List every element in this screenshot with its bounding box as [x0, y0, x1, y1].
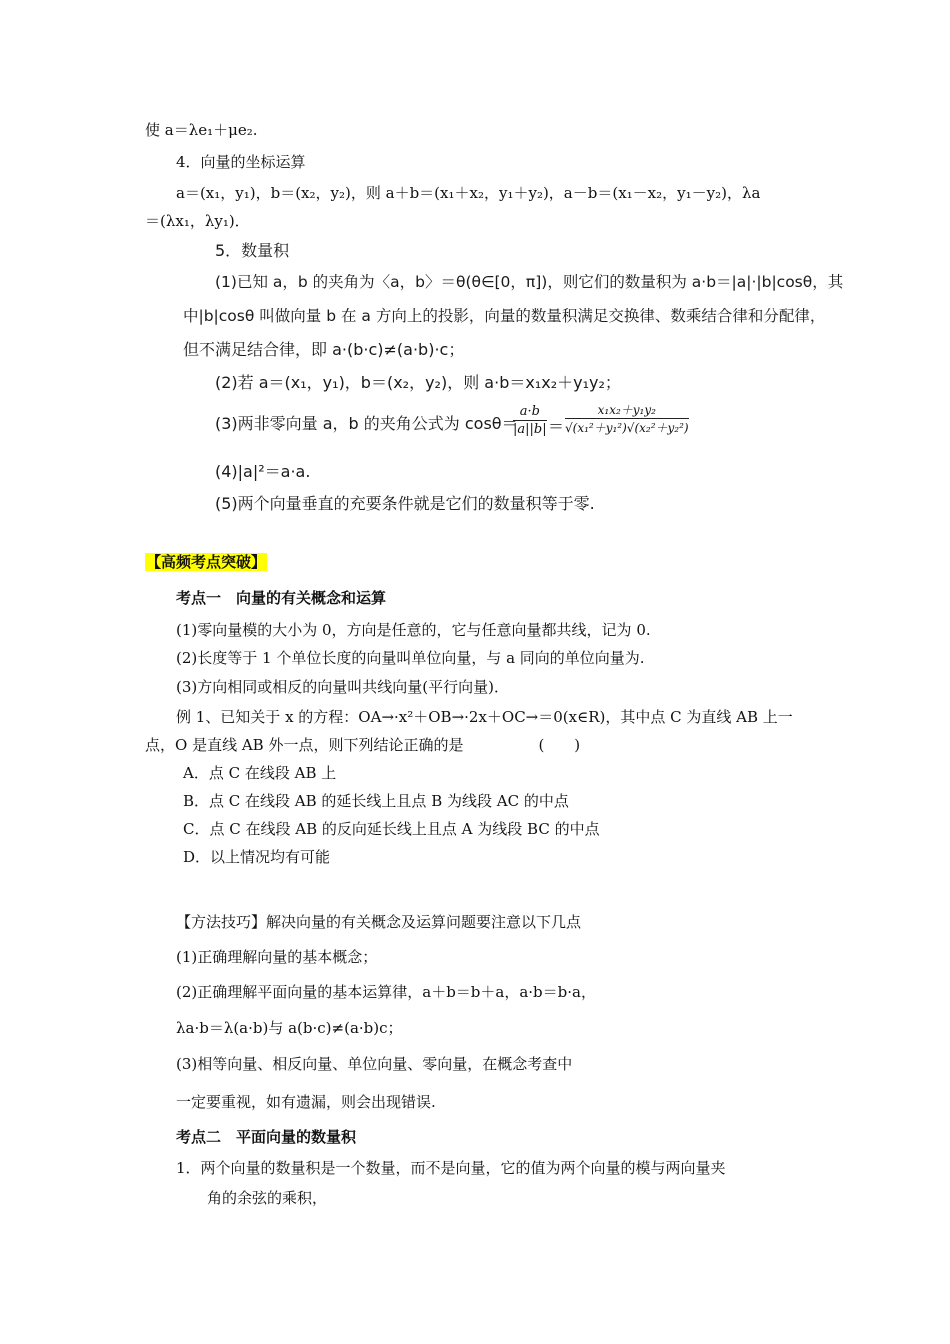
angle-fraction-1-numerator: a·b: [513, 404, 547, 421]
method-line-2: (1)正确理解向量的基本概念；: [176, 948, 378, 966]
example-line-2: 点，O 是直线 AB 外一点，则下列结论正确的是 ( ): [145, 736, 581, 754]
method-line-3: (2)正确理解平面向量的基本运算律，a＋b＝b＋a，a·b＝b·a，: [176, 983, 596, 1001]
section-title: [145, 552, 267, 572]
dot-p4: (4)|a|²＝a·a.: [215, 462, 311, 481]
dot-p1-line2: 中|b|cosθ 叫做向量 b 在 a 方向上的投影，向量的数量积满足交换律、数乘结合律和分配律，: [183, 307, 826, 325]
angle-fraction-2-numerator: x₁x₂＋y₁y₂: [565, 402, 689, 419]
intro-line: 使 a＝λe₁＋μe₂.: [145, 121, 258, 139]
example-line-1: 例 1、已知关于 x 的方程：OA→·x²＋OB→·2x＋OC→＝0(x∈R)，其中点 C 为直线 AB 上一: [176, 708, 793, 726]
kp1-title: 考点一 向量的有关概念和运算: [176, 589, 387, 607]
method-line-4: λa·b＝λ(a·b)与 a(b·c)≠(a·b)c；: [176, 1019, 403, 1037]
coord-line-2: ＝(λx₁，λy₁)．: [145, 212, 250, 230]
method-line-6: 一定要重视，如有遗漏，则会出现错误.: [176, 1093, 436, 1111]
kp2-title: 考点二 平面向量的数量积: [176, 1128, 357, 1146]
dot-p5: (5)两个向量垂直的充要条件就是它们的数量积等于零.: [215, 494, 595, 513]
angle-equals: ＝: [548, 417, 565, 436]
angle-fraction-1-denominator: |a||b|: [513, 422, 547, 437]
method-line-1: 【方法技巧】解决向量的有关概念及运算问题要注意以下几点: [176, 913, 582, 931]
angle-fraction-2: [565, 402, 689, 437]
option-d: D．以上情况均有可能: [183, 848, 331, 866]
method-line-5: (3)相等向量、相反向量、单位向量、零向量，在概念考查中: [176, 1055, 573, 1073]
coord-heading: 4．向量的坐标运算: [176, 153, 306, 171]
angle-fraction-2-denominator: √(x₁²＋y₁²)√(x₂²＋y₂²): [565, 421, 689, 435]
dot-p3-prefix: (3)两非零向量 a，b 的夹角公式为 cosθ＝: [215, 414, 518, 433]
section-title-highlight: 【高频考点突破】: [146, 553, 267, 571]
kp1-line-3: (3)方向相同或相反的向量叫共线向量(平行向量)．: [176, 678, 509, 696]
kp1-line-2: (2)长度等于 1 个单位长度的向量叫单位向量，与 a 同向的单位向量为.: [176, 649, 645, 667]
option-a: A．点 C 在线段 AB 上: [183, 764, 337, 782]
option-c: C．点 C 在线段 AB 的反向延长线上且点 A 为线段 BC 的中点: [183, 820, 600, 838]
option-b: B．点 C 在线段 AB 的延长线上且点 B 为线段 AC 的中点: [183, 792, 569, 810]
dot-heading: 5．数量积: [215, 241, 290, 260]
kp1-line-1: (1)零向量模的大小为 0，方向是任意的，它与任意向量都共线，记为 0.: [176, 621, 651, 639]
kp2-line-1: 1．两个向量的数量积是一个数量，而不是向量，它的值为两个向量的模与两向量夹: [176, 1159, 726, 1177]
coord-line-1: a＝(x₁，y₁)，b＝(x₂，y₂)，则 a＋b＝(x₁＋x₂，y₁＋y₂)，a－b＝(x₁－x₂，y₁－y₂)，λa: [176, 184, 761, 202]
dot-p1-line3: 但不满足结合律，即 a·(b·c)≠(a·b)·c；: [183, 340, 465, 359]
dot-p1-line1: (1)已知 a，b 的夹角为〈a，b〉＝θ(θ∈[0，π])，则它们的数量积为 a·b＝|a|·|b|cosθ，其: [215, 273, 844, 291]
dot-p2: (2)若 a＝(x₁，y₁)，b＝(x₂，y₂)，则 a·b＝x₁x₂＋y₁y₂；: [215, 373, 621, 392]
angle-fraction-1: [513, 404, 547, 439]
kp2-line-2: 角的余弦的乘积，: [207, 1189, 328, 1207]
